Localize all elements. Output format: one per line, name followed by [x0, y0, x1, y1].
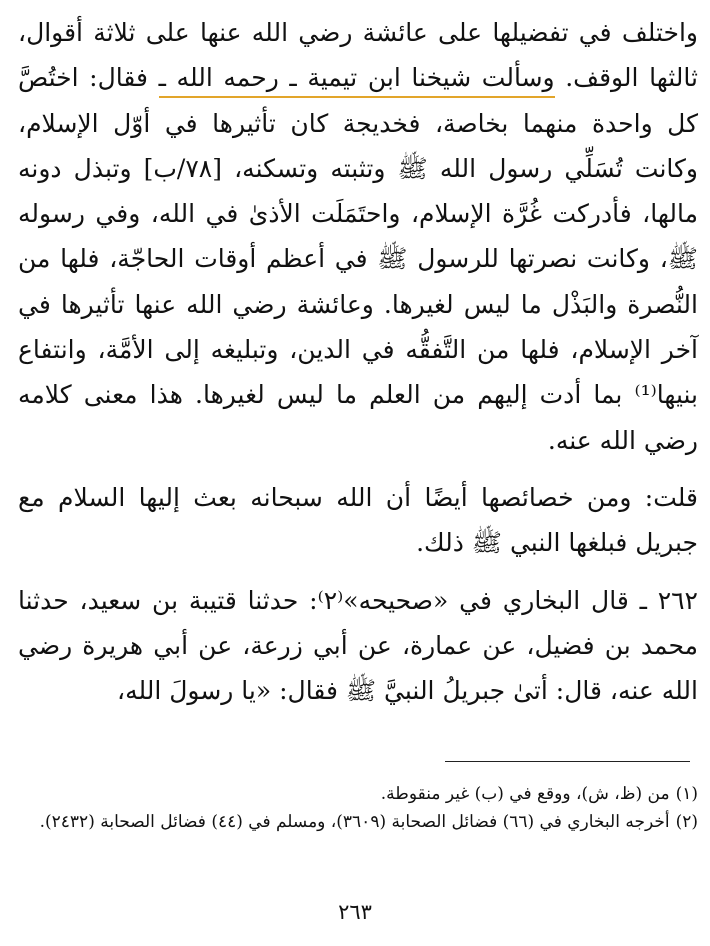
footnote-1-text: من (ظ، ش)، ووقع في (ب) غير منقوطة.	[380, 784, 670, 804]
paragraph-2: قلت: ومن خصائصها أيضًا أن الله سبحانه بعث إليها السلام مع جبريل فبلغها النبي ﷺ ذلك.	[18, 482, 698, 558]
highlighted-phrase: وسألت شيخنا ابن تيمية ـ رحمه الله ـ	[159, 63, 555, 98]
footnote-2	[18, 808, 698, 836]
footnote-2-text: أخرجه البخاري في (٦٦) فضائل الصحابة (٣٦٠٩)، ومسلم في (٤٤) فضائل الصحابة (٢٤٣٢).	[39, 812, 670, 832]
footnote-1	[18, 780, 698, 808]
page-number: ٢٦٣	[338, 900, 372, 924]
paragraph-1-after: فقال: اختُصَّ كل واحدة منهما بخاصة، فخديجة كان تأثيرها في أوّل الإسلام، وكانت تُسَلِّي رسول الله ﷺ وتثبته وتسكنه، [٧٨/ب] وتبذل دونه مالها، فأدركت غُرَّة الإسلام، واحتَمَلَت الأذىٰ في الله، وفي رسوله ﷺ، وكانت نصرتها للرسول ﷺ في أعظم أوقات الحاجّة، فلها من النُّصرة والبَذْل ما ليس لغيرها. وعائشة رضي الله عنها تأثيرها في آخر الإسلام، فلها من التَّفقُّه في الدين، وتبليغه إلى الأمَّة، وانتفاع بنيها⁽¹⁾ بما أدت إليهم من العلم ما ليس لغيرها. هذا معنى كلامه رضي الله عنه.	[18, 63, 698, 455]
paragraph-1-before: واختلف في تفضيلها على عائشة رضي الله عنها على ثلاثة أقوال، ثالثها الوقف.	[18, 18, 698, 93]
footnote-1-number: (١)	[675, 784, 698, 804]
footnote-divider	[445, 761, 690, 762]
main-text	[18, 10, 698, 713]
footnote-2-number: (٢)	[675, 812, 698, 832]
paragraph-1	[18, 10, 698, 463]
footnotes	[18, 780, 698, 836]
paragraph-3: ٢٦٢ ـ قال البخاري في «صحيحه»⁽٢⁾: حدثنا قتيبة بن سعيد، حدثنا محمد بن فضيل، عن عمارة، عن أبي زرعة، عن أبي هريرة رضي الله عنه، قال: أتىٰ جبريلُ النبيَّ ﷺ فقال: «يا رسولَ الله،	[18, 585, 698, 706]
